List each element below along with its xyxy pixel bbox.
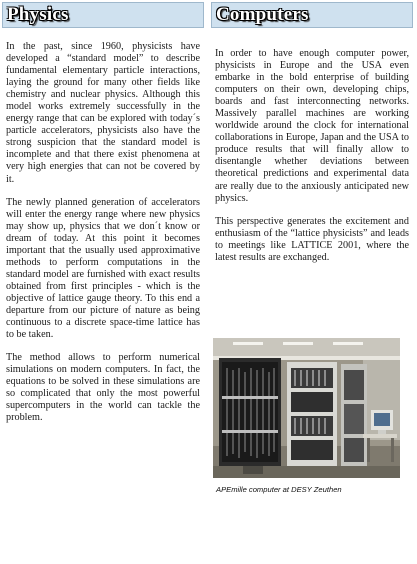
- photo-caption: APEmille computer at DESY Zeuthen: [216, 485, 342, 494]
- computers-paragraph-2: This perspective generates the excitement and enthusiasm of the “lattice physicists” and leads to meetings like LATTICE 2001, where the latest results are exchanged.: [215, 215, 409, 263]
- computers-heading: Computers: [216, 4, 309, 25]
- computers-heading-bar: [211, 2, 413, 28]
- physics-heading-bar: [2, 2, 204, 28]
- physics-paragraph-3: The method allows to perform numerical simulations on modern computers. In fact, the equations to be solved in these simulations are so complicated that only the most powerful supercomputers in the world can tackle the problem.: [6, 352, 200, 424]
- physics-column: [2, 2, 204, 435]
- physics-paragraph-2: The newly planned generation of accelerators will enter the energy range where new physics may show up, physics that we don´t know or dream of today. At this point it becomes important that the usually used approximative methods to perform computations in the standard model are furnished with exact results obtained from first principles - which is the objective of lattice gauge theory. To this end a departure from our picture of nature as being continuous to a discrete space-time lattice has to be taken.: [6, 196, 200, 341]
- physics-paragraph-1: In the past, since 1960, physicists have developed a “standard model” to describe fundamental elementary particle interactions, laying the ground for many other fields like chemistry and nuclear physics. Although this model works extremely successfully in the energy range that can be explored with today´s particle accelerators, physicists also have the strong suspicion that the standard model is incomplete and that there exist phenomena at very high energies that can not be covered by it.: [6, 41, 200, 185]
- computers-column: [211, 2, 413, 275]
- computers-paragraph-1: In order to have enough computer power, physicists in Europe and the USA even embarke in the bold enterprise of building computers on their own, developing chips, boards and fast interconnecting networks. Massively parallel machines are working worldwide around the clock for international collaborations in Europe, Japan and the USA to produce results that will finally allow to disentangle whether deviations between theoretical predictions and experimental data are really due to the anxiously anticipated new physics.: [215, 48, 409, 204]
- apemille-computer-photo: [213, 338, 400, 478]
- computers-text: [211, 28, 413, 264]
- physics-heading: Physics: [7, 4, 69, 25]
- computer-room-illustration: [213, 338, 400, 478]
- physics-text: [2, 28, 204, 424]
